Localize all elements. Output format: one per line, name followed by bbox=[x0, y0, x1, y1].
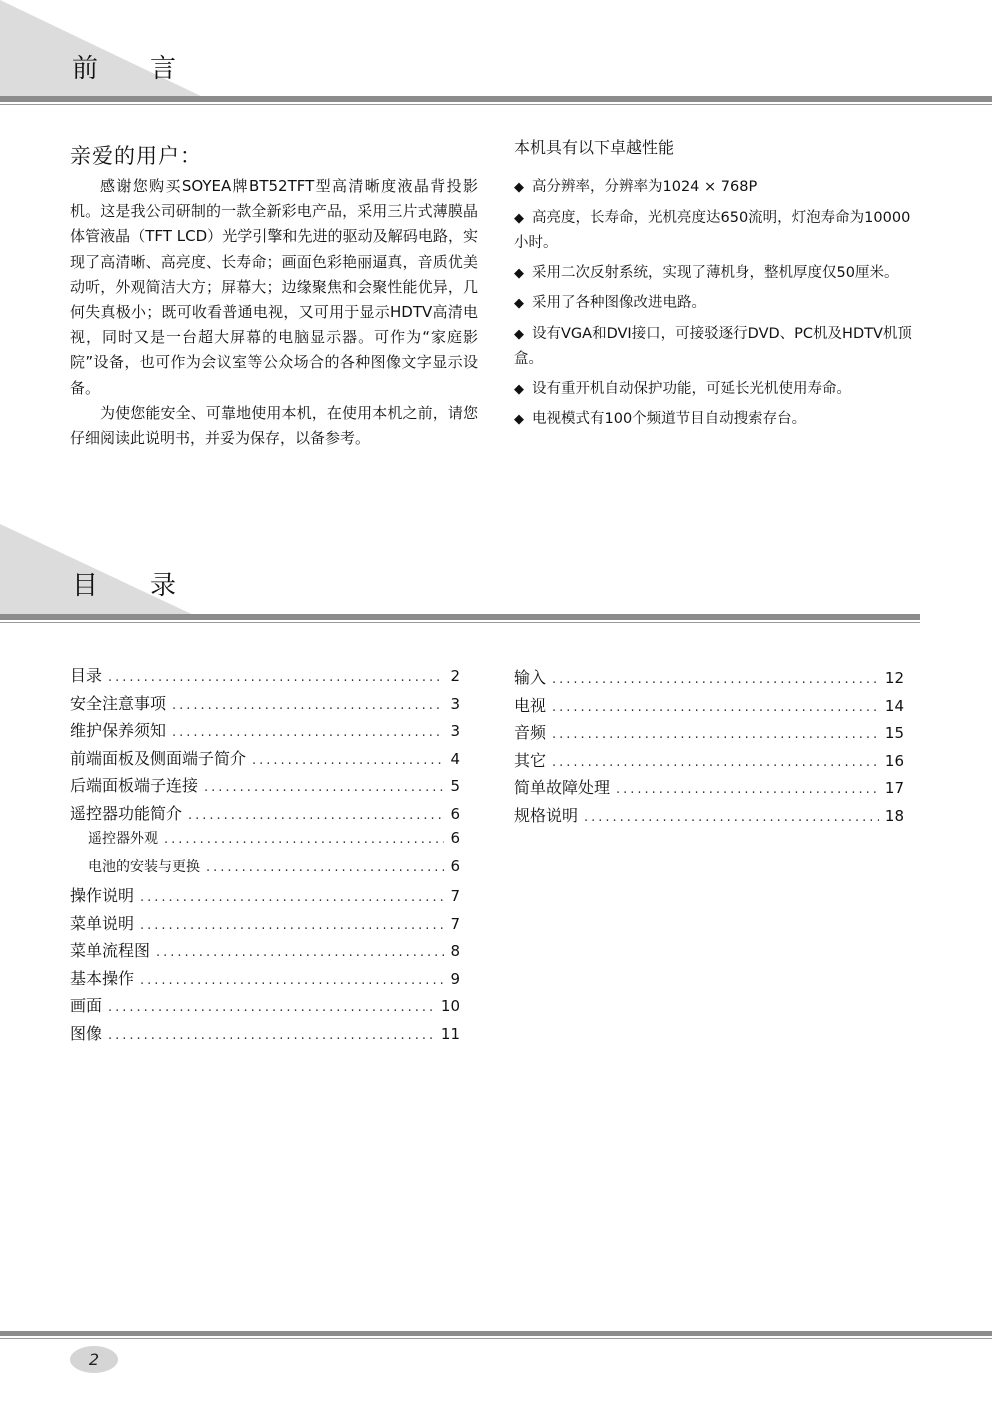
diamond-bullet-icon: ◆ bbox=[514, 180, 524, 195]
toc-entry[interactable]: 电视 ..... 14 bbox=[514, 693, 904, 721]
toc-divider bbox=[0, 614, 920, 620]
toc-entry[interactable]: 菜单流程图 ..... 8 bbox=[70, 938, 460, 966]
feature-item: ◆ 设有VGA和DVI接口，可接驳逐行DVD、PC机及HDTV机顶盒。 bbox=[514, 325, 912, 367]
greeting: 亲爱的用户： bbox=[70, 144, 202, 168]
page-number: 2 bbox=[88, 1350, 100, 1369]
toc-entry[interactable]: 后端面板端子连接 ..... 5 bbox=[70, 773, 460, 801]
toc-subentry[interactable]: 遥控器外观 ..... 6 bbox=[70, 828, 460, 856]
feature-item: ◆ 高亮度，长寿命，光机亮度达650流明，灯泡寿命为10000小时。 bbox=[514, 209, 911, 251]
preface-divider-thin bbox=[0, 104, 992, 105]
feature-item: ◆ 设有重开机自动保护功能，可延长光机使用寿命。 bbox=[514, 380, 851, 397]
footer-divider bbox=[0, 1331, 992, 1336]
footer-divider-thin bbox=[0, 1338, 992, 1339]
preface-title bbox=[72, 48, 176, 85]
intro-text bbox=[70, 174, 478, 451]
toc-entry[interactable]: 目录 ..... 2 bbox=[70, 663, 460, 691]
intro-paragraph-2: 为使您能安全、可靠地使用本机，在使用本机之前，请您仔细阅读此说明书，并妥为保存，以备参考。 bbox=[70, 403, 478, 448]
feature-item: ◆ 采用二次反射系统，实现了薄机身，整机厚度仅50厘米。 bbox=[514, 264, 899, 281]
diamond-bullet-icon: ◆ bbox=[514, 412, 524, 427]
toc-divider-thin bbox=[0, 622, 920, 623]
toc-entry[interactable]: 图像 ..... 11 bbox=[70, 1021, 460, 1049]
diamond-bullet-icon: ◆ bbox=[514, 265, 524, 281]
diamond-bullet-icon: ◆ bbox=[514, 210, 524, 226]
toc-entry[interactable]: 规格说明 ..... 18 bbox=[514, 803, 904, 831]
diamond-bullet-icon: ◆ bbox=[514, 381, 524, 397]
toc-entry[interactable]: 其它 ..... 16 bbox=[514, 748, 904, 776]
toc-entry[interactable]: 安全注意事项 ..... 3 bbox=[70, 691, 460, 719]
toc-entry[interactable]: 基本操作 ..... 9 bbox=[70, 966, 460, 994]
toc-entry[interactable]: 画面 ..... 10 bbox=[70, 993, 460, 1021]
toc-list-right bbox=[514, 665, 904, 830]
toc-title-char-2: 录 bbox=[150, 571, 177, 601]
features-list bbox=[514, 175, 924, 438]
toc-entry[interactable]: 简单故障处理 ..... 17 bbox=[514, 775, 904, 803]
preface-title-char-2: 言 bbox=[150, 54, 177, 84]
toc-title-char-1: 目 bbox=[72, 571, 99, 601]
preface-title-char-1: 前 bbox=[72, 54, 99, 84]
feature-item: ◆ 采用了各种图像改进电路。 bbox=[514, 295, 706, 311]
toc-entry[interactable]: 遥控器功能简介 ..... 6 bbox=[70, 801, 460, 829]
diamond-bullet-icon: ◆ bbox=[514, 296, 524, 311]
feature-item: ◆ 高分辨率，分辨率为1024 × 768P bbox=[514, 179, 758, 195]
preface-divider bbox=[0, 96, 992, 102]
toc-entry[interactable]: 菜单说明 ..... 7 bbox=[70, 911, 460, 939]
diamond-bullet-icon: ◆ bbox=[514, 326, 524, 342]
toc-entry[interactable]: 维护保养须知 ..... 3 bbox=[70, 718, 460, 746]
features-title: 本机具有以下卓越性能 bbox=[514, 138, 675, 157]
feature-item: ◆ 电视模式有100个频道节目自动搜索存台。 bbox=[514, 411, 807, 427]
toc-entry[interactable]: 前端面板及侧面端子简介 ..... 4 bbox=[70, 746, 460, 774]
intro-paragraph-1: 感谢您购买SOYEA牌BT52TFT型高清晰度液晶背投影机。这是我公司研制的一款全新彩电产品，采用三片式薄膜晶体管液晶（TFT LCD）光学引擎和先进的驱动及解码电路，实现了高清晰、高亮度、长寿命；画面色彩艳丽逼真，音质优美动听，外观简洁大方；屏幕大；边缘聚焦和会聚性能优异，几何失真极小；既可收看普通电视，又可用于显示HDTV高清电视，同时又是一台超大屏幕的电脑显示器。可作为“家庭影院”设备，也可作为会议室等公众场合的各种图像文字显示设备。 bbox=[70, 177, 478, 397]
page-number-badge bbox=[70, 1346, 118, 1373]
toc-entry[interactable]: 输入 ..... 12 bbox=[514, 665, 904, 693]
toc-subentry[interactable]: 电池的安装与更换 ..... 6 bbox=[70, 856, 460, 884]
toc-entry[interactable]: 音频 ..... 15 bbox=[514, 720, 904, 748]
toc-entry[interactable]: 操作说明 ..... 7 bbox=[70, 883, 460, 911]
toc-list-left bbox=[70, 663, 460, 1048]
toc-title bbox=[72, 565, 176, 602]
